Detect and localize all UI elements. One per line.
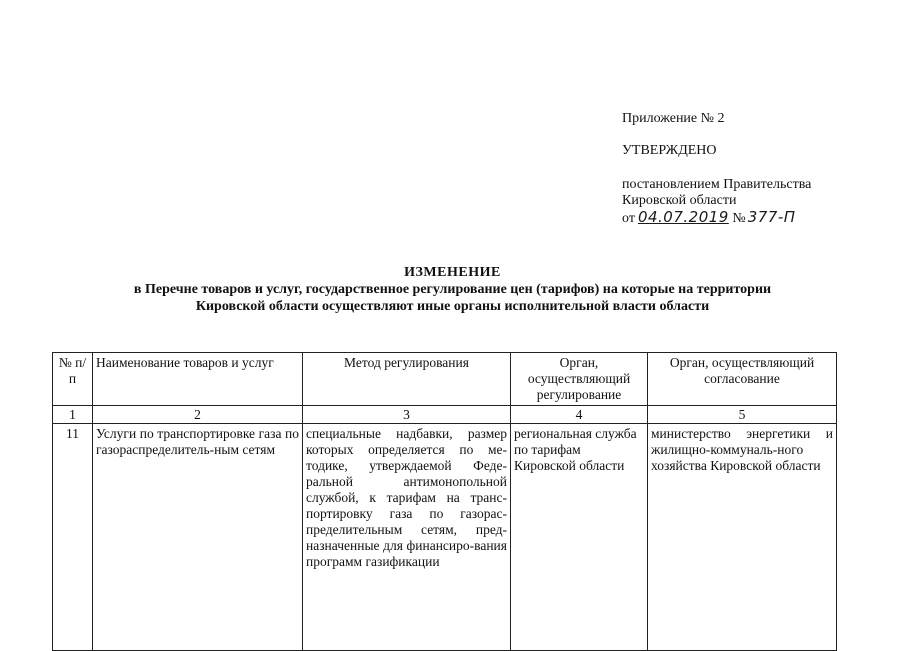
document-title: ИЗМЕНЕНИЕ xyxy=(404,265,501,280)
header-goods-name: Наименование товаров и услуг xyxy=(93,353,303,406)
handwritten-date: 04.07.2019 xyxy=(637,208,729,226)
row-method: специальные надбавки, размер которых определяется по ме-тодике, утверждаемой Феде-ральной антимонопольной службой, к тарифам на транс-портировку газа по газорас-пределительным сетям, пред-назначенные для финансиро-вания программ газификации xyxy=(303,424,511,651)
approved-by-line2: Кировской области xyxy=(622,193,737,208)
row-regulator: региональная служба по тарифам Кировской области xyxy=(511,424,648,651)
goods-services-table xyxy=(52,352,837,651)
row-approver: министерство энергетики и жилищно-коммуналь-ного хозяйства Кировской области xyxy=(648,424,837,651)
date-prefix: от xyxy=(622,211,635,226)
approval-block xyxy=(622,111,811,227)
header-approver: Орган, осуществляющий согласование xyxy=(648,353,837,406)
column-number: 2 xyxy=(93,406,303,424)
header-regulator: Орган, осуществляющий регулирование xyxy=(511,353,648,406)
approved-stamp-text: УТВЕРЖДЕНО xyxy=(622,143,717,158)
header-number: № п/п xyxy=(53,353,93,406)
appendix-label: Приложение № 2 xyxy=(622,111,725,126)
handwritten-decree-number: 377-П xyxy=(747,208,796,226)
heading-line-1: в Перечне товаров и услуг, государственное регулирование цен (тарифов) на которые на территории xyxy=(133,282,772,297)
decree-date-line xyxy=(622,209,811,227)
column-number-row xyxy=(53,406,837,424)
column-number: 1 xyxy=(53,406,93,424)
document-heading xyxy=(0,264,905,315)
row-number: 11 xyxy=(53,424,93,651)
column-number: 5 xyxy=(648,406,837,424)
approved-by-line1: постановлением Правительства xyxy=(622,177,812,192)
header-method: Метод регулирования xyxy=(303,353,511,406)
table-header-row xyxy=(53,353,837,406)
column-number: 4 xyxy=(511,406,648,424)
table-row xyxy=(53,424,837,651)
number-prefix: № xyxy=(732,211,746,226)
row-goods-name: Услуги по транспортировке газа по газораспределитель-ным сетям xyxy=(93,424,303,651)
column-number: 3 xyxy=(303,406,511,424)
heading-line-2: Кировской области осуществляют иные органы исполнительной власти области xyxy=(195,299,710,314)
